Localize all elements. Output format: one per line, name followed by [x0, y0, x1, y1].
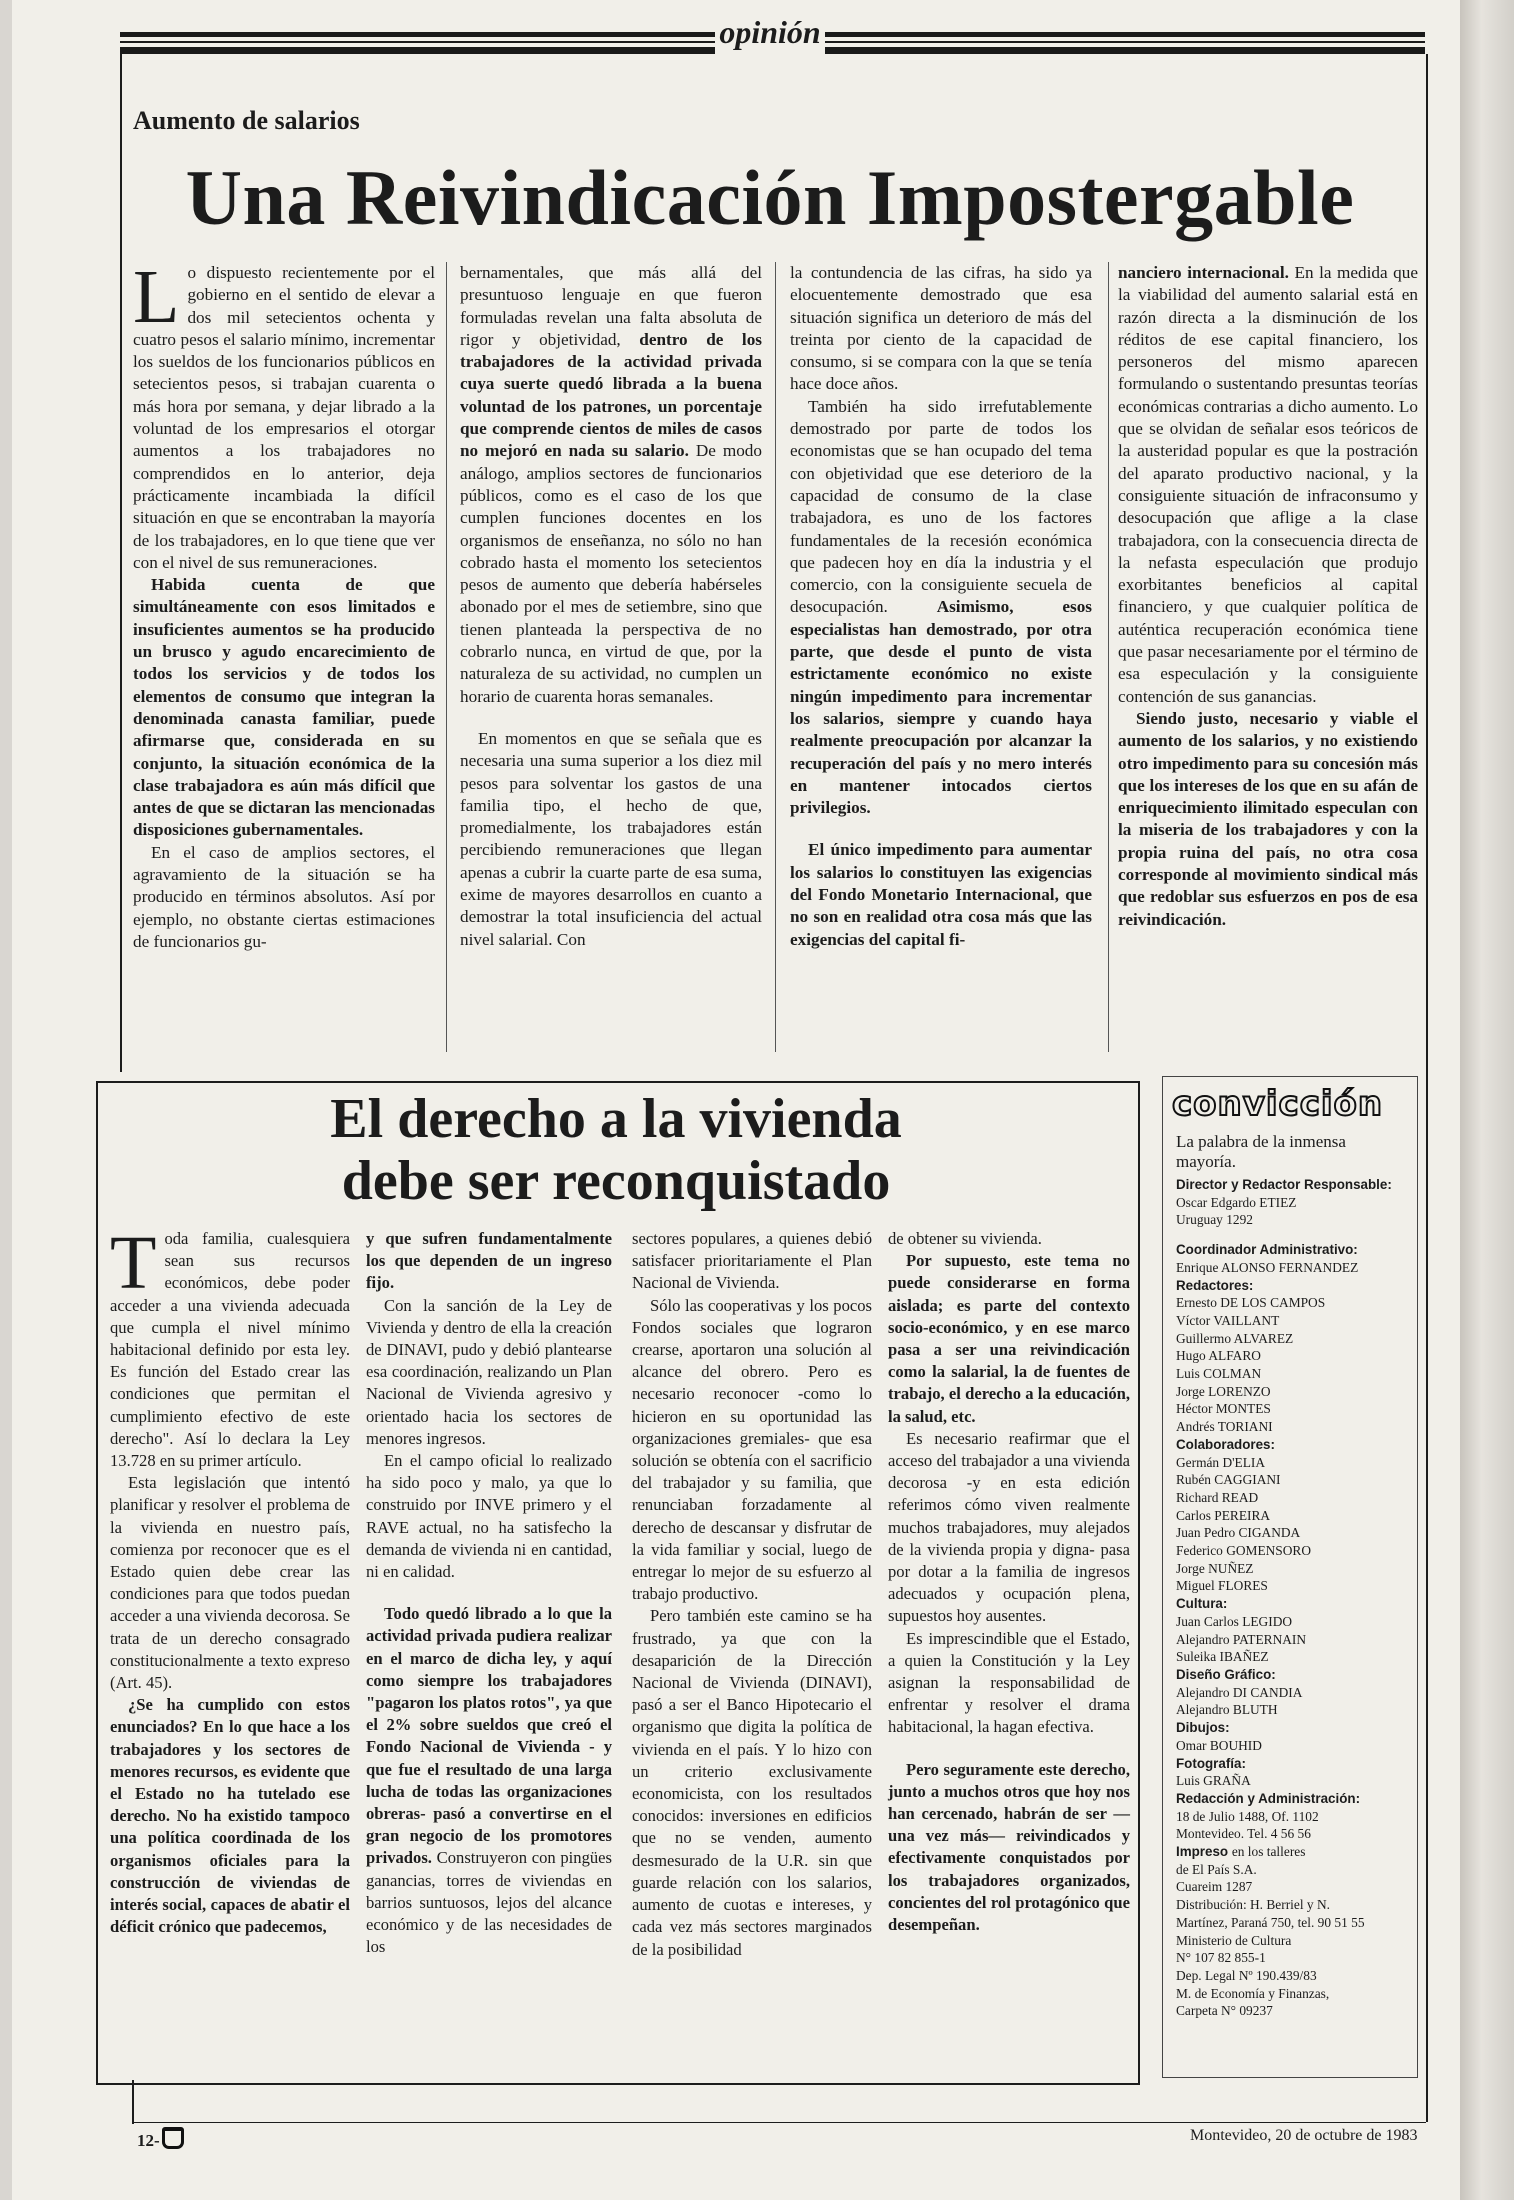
paragraph-bold: nanciero internacional. — [1118, 263, 1289, 282]
drop-cap: L — [133, 255, 180, 339]
drop-cap: T — [110, 1221, 157, 1305]
article-headline: Una Reivindicación Impostergable — [185, 154, 1355, 241]
paragraph: En la medida que la viabilidad del aumento salarial está en razón directa a la disminución de los réditos de ese capital financiero, los personeros del mismo aparecen formulando o sustentando presuntas teorías económicas contrarias a dicho aumento. Lo que se olvidan de señalar esos teóricos de la austeridad popular es que la postración del aparato productivo nacional, y la consiguiente situación de infraconsumo y desocupación que aflige a la clase trabajadora, con la consecuencia directa de la nefasta especulación que produjo exorbitantes beneficios al capital financiero, y que cualquier política de auténtica recuperación económica tiene que pasar necesariamente por el término de esa especulación y la consiguiente contención de sus ganancias. — [1118, 263, 1418, 706]
page-edge-shadow — [1460, 0, 1514, 2200]
paragraph: Es necesario reafirmar que el acceso del trabajador a una vivienda decorosa -y en esta edición referimos cómo viven realmente muchos trabajadores, muy alejados de la vivienda propia y digna- pasa por dotar a la familia de ingresos adecuados y ocupación plena, supuestos hoy ausentes. — [888, 1428, 1130, 1626]
staff-name: Distribución: H. Berriel y N. — [1176, 1897, 1330, 1913]
staff-name: Guillermo ALVAREZ — [1176, 1330, 1294, 1346]
paragraph-bold: El único impedimento para aumentar los salarios lo constituyen las exigencias del Fondo Monetario Internacional, que no son en realidad otra cosa más que las exigencias del capital fi- — [790, 840, 1092, 949]
article2-column-1 — [110, 1221, 350, 1939]
dateline: Montevideo, 20 de octubre de 1983 — [1190, 2127, 1418, 2144]
paragraph-bold: Asimismo, esos especialistas han demostrado, por otra parte, que desde el punto de vista estrictamente económico no existe ningún impedimento para incrementar los salarios, siempre y cuando haya realmente preocupación por alcanzar la recuperación del país y no mero interés en mantener intocados ciertos privilegios. — [790, 597, 1092, 818]
article2-title-line: debe ser reconquistado — [341, 1150, 891, 1212]
article1-column-1 — [133, 255, 435, 953]
staff-name: Luis COLMAN — [1176, 1366, 1262, 1382]
paragraph-bold: Pero seguramente este derecho, junto a muchos otros que hoy nos han cercenado, habrán de ser —una vez más— reivindicados y efectivamente conquistados por los trabajadores organizados, concientes del rol protagónico que desempeñan. — [888, 1759, 1130, 1935]
staff-name: Dep. Legal Nº 190.439/83 — [1176, 1967, 1317, 1983]
paragraph-bold: ¿Se ha cumplido con estos enunciados? En lo que hace a los trabajadores y los sectores de menores recursos, es evidente que el Estado no ha tutelado ese derecho. No ha existido tampoco una política coordinada de los organismos oficiales para la construcción de viviendas de interés social, capaces de abatir el déficit crónico que padecemos, — [110, 1695, 350, 1937]
staff-name: Alejandro DI CANDIA — [1176, 1684, 1303, 1700]
paragraph-bold: Habida cuenta de que simultáneamente con esos limitados e insuficientes aumentos se ha producido un brusco y agudo encarecimiento de todos los servicios y de todos los elementos de consumo que integran la denominada canasta familiar, puede afirmarse que, considerada en su conjunto, la situación económica de la clase trabajadora es aún más difícil que antes de que se dictaran las mencionadas disposiciones gubernamentales. — [133, 575, 435, 840]
staff-role: Impreso en los talleres — [1176, 1844, 1306, 1860]
paragraph: Pero también este camino se ha frustrado, ya que con la desaparición de la Dirección Nacional de Vivienda (DINAVI), pasó a ser el Banco Hipotecario el organismo que digita la política de vivienda en el país. Y lo hizo con un criterio exclusivamente economicista, con los resultados conocidos: inversiones en edificios que no se venden, aumento desmesurado de la U.R. sin que guarde relación con los salarios, aumento de cuotas e intereses, y cada vez más sectores marginados de la posibilidad — [632, 1606, 872, 1959]
article2-title — [96, 1088, 1136, 1212]
staff-name: de El País S.A. — [1176, 1861, 1257, 1877]
staff-role: Director y Redactor Responsable: — [1176, 1177, 1392, 1192]
staff-role: Colaboradores: — [1176, 1436, 1275, 1452]
paragraph-bold: y que sufren fundamentalmente los que dependen de un ingreso fijo. — [366, 1229, 612, 1293]
paragraph: Con la sanción de la Ley de Vivienda y dentro de ella la creación de DINAVI, pudo y debió plantearse esa coordinación, realizando un Plan Nacional de Vivienda agresivo y orientado hacia los sectores de menores ingresos. — [366, 1295, 612, 1448]
masthead-logo: convicción — [1172, 1084, 1384, 1124]
staff-name: Luis GRAÑA — [1176, 1773, 1251, 1789]
paragraph: De modo análogo, amplios sectores de funcionarios públicos, como es el caso de los que cumplen funciones docentes en los organismos de enseñanza, no sólo no han cobrado hasta el momento los setecientos pesos de aumento que debería habérseles abonado por el mes de setiembre, sino que tienen planteada la perspectiva de no cobrarlo nunca, en virtud de que, por la naturaleza de su actividad, no cumplen un horario de cuarenta horas semanales. — [460, 441, 762, 706]
column-rule — [1108, 262, 1109, 1052]
paragraph: de obtener su vivienda. — [888, 1229, 1042, 1248]
staff-role: Redactores: — [1176, 1277, 1254, 1293]
staff-name: Cuareim 1287 — [1176, 1879, 1253, 1895]
paragraph: sectores populares, a quienes debió satisfacer prioritariamente el Plan Nacional de Vivienda. — [632, 1229, 872, 1293]
staff-name: Federico GOMENSORO — [1176, 1543, 1312, 1559]
staff-role: Cultura: — [1176, 1596, 1228, 1612]
staff-name: Enrique ALONSO FERNANDEZ — [1176, 1259, 1359, 1275]
staff-name: Omar BOUHID — [1176, 1737, 1262, 1753]
staff-name: Oscar Edgardo ETIEZ — [1176, 1194, 1297, 1210]
staff-name: Héctor MONTES — [1176, 1401, 1271, 1417]
staff-name: 18 de Julio 1488, Of. 1102 — [1176, 1808, 1319, 1824]
paragraph: la contundencia de las cifras, ha sido ya elocuentemente demostrado que esa situación significa un deterioro de más del treinta por ciento de la capacidad de consumo, si se compara con la que se tenía hace doce años. — [790, 263, 1092, 394]
staff-name: M. de Economía y Finanzas, — [1176, 1985, 1330, 2001]
paragraph: o dispuesto recientemente por el gobierno en el sentido de elevar a dos mil setecientos ochenta y cuatro pesos el salario mínimo, incrementar los sueldos de los funcionarios públicos en setecientos pesos, si trabajan cuarenta o más hora por semana, y dejar librado a la voluntad de los empresarios el otorgar aumentos a los trabajadores no comprendidos en lo anterior, deja prácticamente incambiada la difícil situación en que se encontraban la mayoría de los trabajadores, en lo que tiene que ver con el nivel de sus remuneraciones. — [133, 263, 435, 572]
article2-column-4 — [888, 1228, 1130, 1936]
section-label: opinión — [715, 10, 825, 54]
paragraph: Esta legislación que intentó planificar y resolver el problema de la vivienda en nuestro país, comienza por reconocer que es el Estado quien debe crear las condiciones para que todos puedan acceder a una vivienda decorosa. Se trata de un derecho consagrado constitucionalmente a texto expreso (Art. 45). — [110, 1473, 350, 1693]
footer-rule — [132, 2122, 1426, 2123]
article-kicker: Aumento de salarios — [133, 106, 360, 135]
article2-column-2 — [366, 1228, 612, 1959]
paragraph: oda familia, cualesquiera sean sus recursos económicos, debe poder acceder a una vivienda adecuada que cumpla el nivel mínimo habitacional definido por esta ley. Es función del Estado crear las condiciones que permitan el cumplimiento efectivo de este derecho". Así lo declara la Ley 13.728 en su primer artículo. — [110, 1229, 350, 1471]
staff-name: Montevideo. Tel. 4 56 56 — [1176, 1826, 1311, 1842]
staff-role: Coordinador Administrativo: — [1176, 1242, 1358, 1258]
staff-name: Jorge NUÑEZ — [1176, 1560, 1254, 1576]
staff-name: Martínez, Paraná 750, tel. 90 51 55 — [1176, 1914, 1365, 1930]
newspaper-logo-icon — [162, 2127, 184, 2149]
staff-name: Alejandro BLUTH — [1176, 1702, 1278, 1718]
paragraph-bold: Siendo justo, necesario y viable el aumento de los salarios, y no existiendo otro impedimento para su concesión más que los intereses de los que en su afán de enriquecimiento ilimitado especulan con la miseria de los trabajadores y con la propia ruina del país, no otra cosa corresponde al movimiento sindical más que redoblar sus esfuerzos en pos de esa reivindicación. — [1118, 708, 1418, 929]
masthead-credits — [1176, 1132, 1408, 2020]
paragraph: En el campo oficial lo realizado ha sido poco y malo, ya que lo construido por INVE primero y el RAVE actual, no ha satisfecho la demanda de vivienda ni en cantidad, ni en calidad. — [366, 1451, 612, 1582]
staff-role: Dibujos: — [1176, 1720, 1230, 1736]
staff-role: Diseño Gráfico: — [1176, 1666, 1276, 1682]
paragraph: También ha sido irrefutablemente demostrado por parte de todos los economistas que se han ocupado del tema con objetividad que ese deterioro de la capacidad de consumo de la clase trabajadora, es uno de los factores fundamentales de la recesión económica que padecen hoy en día la industria y el comercio, con la consiguiente secuela de desocupación. — [790, 396, 1092, 617]
masthead-staff-list — [1176, 1176, 1408, 2020]
staff-name: Carpeta N° 09237 — [1176, 2003, 1273, 2019]
right-frame-line — [1426, 54, 1428, 1074]
staff-name: Richard READ — [1176, 1489, 1259, 1505]
article1-column-4 — [1118, 262, 1418, 931]
article2-column-3 — [632, 1228, 872, 1961]
column-rule — [775, 262, 776, 1052]
staff-role: Fotografía: — [1176, 1755, 1246, 1771]
paragraph-bold: Todo quedó librado a lo que la actividad privada pudiera realizar en el marco de dicha ley, y aquí como siempre los trabajadores "pagaron los platos rotos", ya que el 2% sobre sueldos que creó el Fondo Nacional de Vivienda - y que fue el resultado de una larga lucha de todas las organizaciones obreras- pasó a convertirse en el gran negocio de los promotores privados. — [366, 1604, 612, 1868]
staff-name: Juan Pedro CIGANDA — [1176, 1525, 1301, 1541]
paragraph: bernamentales, que más allá del presuntuoso lenguaje en que fueron formuladas revelan una falta absoluta de rigor y objetividad, — [460, 263, 762, 349]
staff-name: Víctor VAILLANT — [1176, 1312, 1280, 1328]
staff-name: Uruguay 1292 — [1176, 1212, 1253, 1228]
article2-title-line: El derecho a la vivienda — [330, 1088, 902, 1150]
paragraph-bold: Por supuesto, este tema no puede considerarse en forma aislada; es parte del contexto socio-económico, y en ese marco pasa a ser una reivindicación como la salarial, la de fuentes de trabajo, el derecho a la educación, la salud, etc. — [888, 1251, 1130, 1426]
paragraph: Sólo las cooperativas y los pocos Fondos sociales que lograron crearse, aportaron una solución al alcance del obrero. Pero es necesario reconocer -como lo hicieron en su oportunidad las organizaciones gremiales- que esa solución se obtenía con el sacrificio del trabajador y su familia, que renunciaban forzadamente al derecho de descansar y disfrutar de la vida familiar y social, luego de entregar lo mejor de su esfuerzo al trabajo productivo. — [632, 1295, 872, 1604]
staff-name: Jorge LORENZO — [1176, 1383, 1271, 1399]
paragraph: Construyeron con pingües ganancias, torres de viviendas en barrios suntuosos, lejos del alcance económico y de las necesidades de los — [366, 1848, 612, 1957]
staff-name: Germán D'ELIA — [1176, 1454, 1266, 1470]
page-number — [137, 2127, 184, 2151]
paragraph-bold: dentro de los trabajadores de la actividad privada cuya suerte quedó librada a la buena voluntad de los patrones, un porcentaje que comprende cientos de miles de casos no mejoró en nada su salario. — [460, 329, 762, 461]
masthead-tagline: La palabra de la inmensa mayoría. — [1176, 1132, 1346, 1171]
staff-name: Suleika IBAÑEZ — [1176, 1649, 1269, 1665]
staff-name: Ministerio de Cultura — [1176, 1932, 1292, 1948]
paragraph: Es imprescindible que el Estado, a quien la Constitución y la Ley asignan la responsabilidad de enfrentar y resolver el drama habitacional, la hagan efectiva. — [888, 1628, 1130, 1737]
staff-name: Rubén CAGGIANI — [1176, 1472, 1281, 1488]
article1-column-2 — [460, 262, 762, 951]
column-rule — [446, 262, 447, 1052]
staff-name: Ernesto DE LOS CAMPOS — [1176, 1295, 1326, 1311]
staff-name: Juan Carlos LEGIDO — [1176, 1613, 1293, 1629]
paragraph: En el caso de amplios sectores, el agravamiento de la situación se ha producido en términos absolutos. Así por ejemplo, no obstante ciertas estimaciones de funcionarios gu- — [133, 842, 435, 951]
staff-name: N° 107 82 855-1 — [1176, 1950, 1266, 1966]
staff-role: Redacción y Administración: — [1176, 1790, 1361, 1806]
page-number-text: 12- — [137, 2131, 160, 2150]
staff-name: Miguel FLORES — [1176, 1578, 1268, 1594]
article1-column-3 — [790, 262, 1092, 951]
right-frame-line-lower — [1426, 1074, 1428, 2122]
staff-name: en los talleres — [1231, 1844, 1306, 1860]
staff-name: Alejandro PATERNAIN — [1176, 1631, 1307, 1647]
staff-name: Hugo ALFARO — [1176, 1348, 1261, 1364]
paragraph: En momentos en que se señala que es necesaria una suma superior a los diez mil pesos para solventar los gastos de una familia tipo, el hecho de que, promedialmente, los trabajadores están percibiendo remuneraciones que llegan apenas a cubrir la cuarte parte de esa suma, exime de mayores desarrollos en cuanto a demostrar la total insuficiencia del actual nivel salarial. Con — [460, 728, 762, 949]
staff-name: Andrés TORIANI — [1176, 1419, 1273, 1435]
staff-name: Carlos PEREIRA — [1176, 1507, 1271, 1523]
left-frame-line-lower — [132, 2080, 134, 2124]
